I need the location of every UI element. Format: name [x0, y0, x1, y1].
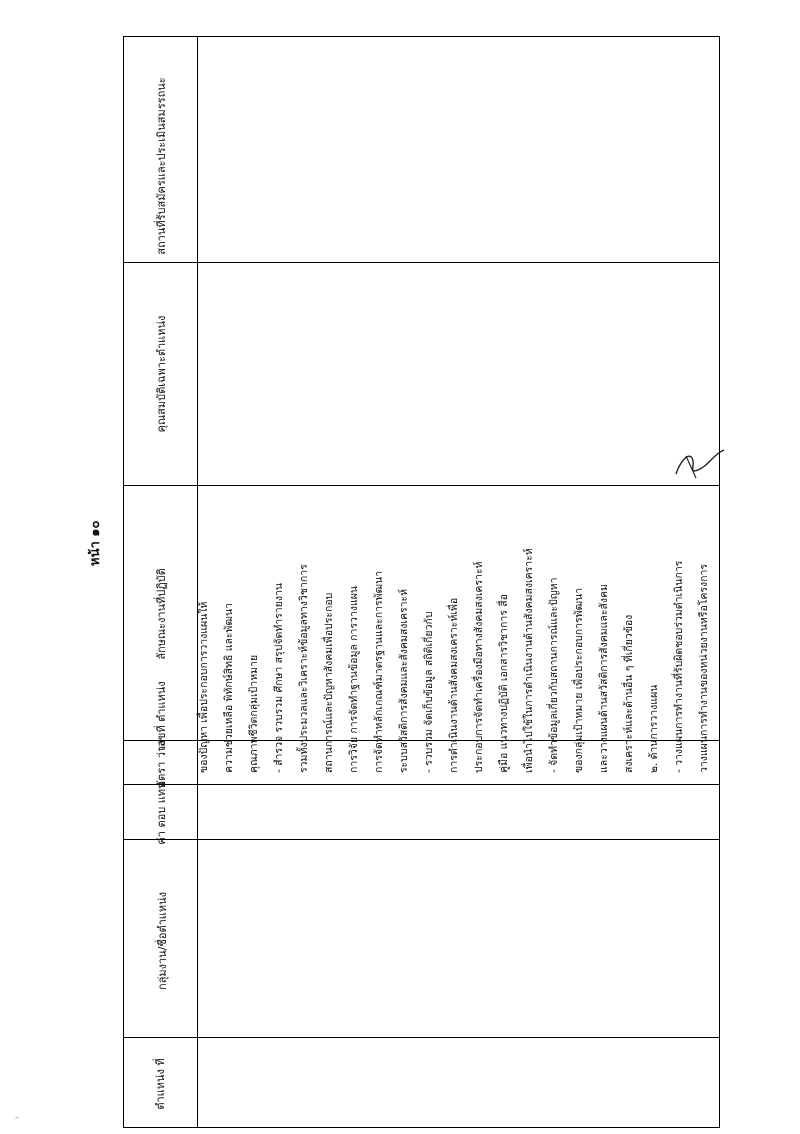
duty-line: การดำเนินงานด้านสังคมสงเคราะห์เพื่อ [448, 597, 460, 773]
signature-mark [668, 444, 728, 484]
header-qualifications: คุณสมบัติเฉพาะตำแหน่ง [155, 315, 168, 433]
duty-line: สงเคราะห์และด้านอื่น ๆ ที่เกี่ยวข้อง [623, 614, 635, 773]
duty-line: การวิจัย การจัดทำฐานข้อมูล การวางแผน [348, 585, 360, 773]
duty-line: ๒. ด้านการวางแผน [648, 684, 660, 773]
duty-line: - วางแผนการทำงานที่รับผิดชอบร่วมดำเนินการ [673, 560, 685, 773]
duty-line: ระบบสวัสดิการสังคมและสังคมสงเคราะห์ [398, 588, 410, 773]
duty-line: รวมทั้งประมวลและวิเคราะห์ข้อมูลทางวิชาการ [298, 564, 310, 773]
duty-line: และวางแผนด้านสวัสดิการสังคมและสังคม [598, 584, 610, 773]
duty-line: ความช่วยเหลือ พิทักษ์สิทธิ และพัฒนา [223, 602, 235, 773]
header-position-number: เลขที่ ตำแหน่ง [155, 681, 168, 751]
duty-line: คู่มือ แนวทางปฏิบัติ เอกสารวิชาการ สื่อ [498, 594, 510, 773]
header-division-position: กลุ่มงาน/ชื่อตำแหน่ง [156, 891, 169, 991]
page-number: หน้า ๑๐ [88, 520, 103, 566]
column-divider [124, 485, 719, 486]
header-vacancy: อัตรา ว่าง [155, 740, 168, 788]
column-divider [124, 1037, 719, 1038]
header-application-venue: สถานที่รับสมัครและประเมินสมรรถนะ [155, 77, 168, 255]
header-position-no: ตำแหน่ง ที่ [154, 1058, 167, 1110]
duty-line: เพื่อนำไปใช้ในการดำเนินงานด้านสังคมสงเคราะห์ [523, 548, 535, 773]
column-divider [124, 784, 719, 785]
duty-line: การจัดทำหลักเกณฑ์มาตรฐานและการพัฒนา [373, 570, 385, 773]
duty-line: สถานการณ์และปัญหาสังคมเพื่อประกอบ [323, 592, 335, 773]
duty-line: ประกอบการจัดทำเครื่องมือทางสังคมสงเคราะห์ [473, 561, 485, 773]
duty-line: - รวบรวม จัดเก็บข้อมูล สถิติเกี่ยวกับ [423, 611, 435, 773]
column-divider [124, 839, 719, 840]
column-divider [124, 262, 719, 263]
duty-line: คุณภาพชีวิตกลุ่มเป้าหมาย [248, 654, 260, 773]
duty-line: ของกลุ่มเป้าหมาย เพื่อประกอบการพัฒนา [573, 587, 585, 773]
header-compensation: ค่า ตอบ แทน [155, 781, 168, 845]
duty-line: - จัดทำข้อมูลเกี่ยวกับสถานการณ์และปัญหา [548, 577, 560, 773]
scan-mark: ·° [14, 1116, 19, 1123]
duty-description [196, 497, 720, 773]
duty-line: วางแผนการทำงานของหน่วยงานหรือโครงการ [698, 563, 710, 773]
duty-line: - สำรวจ รวบรวม ศึกษา สรุปจัดทำรายงาน [273, 582, 285, 773]
duty-line: ของปัญหา เพื่อประกอบการวางแผนให้ [198, 601, 210, 773]
header-duties: ลักษณะงานที่ปฏิบัติ [155, 568, 168, 660]
